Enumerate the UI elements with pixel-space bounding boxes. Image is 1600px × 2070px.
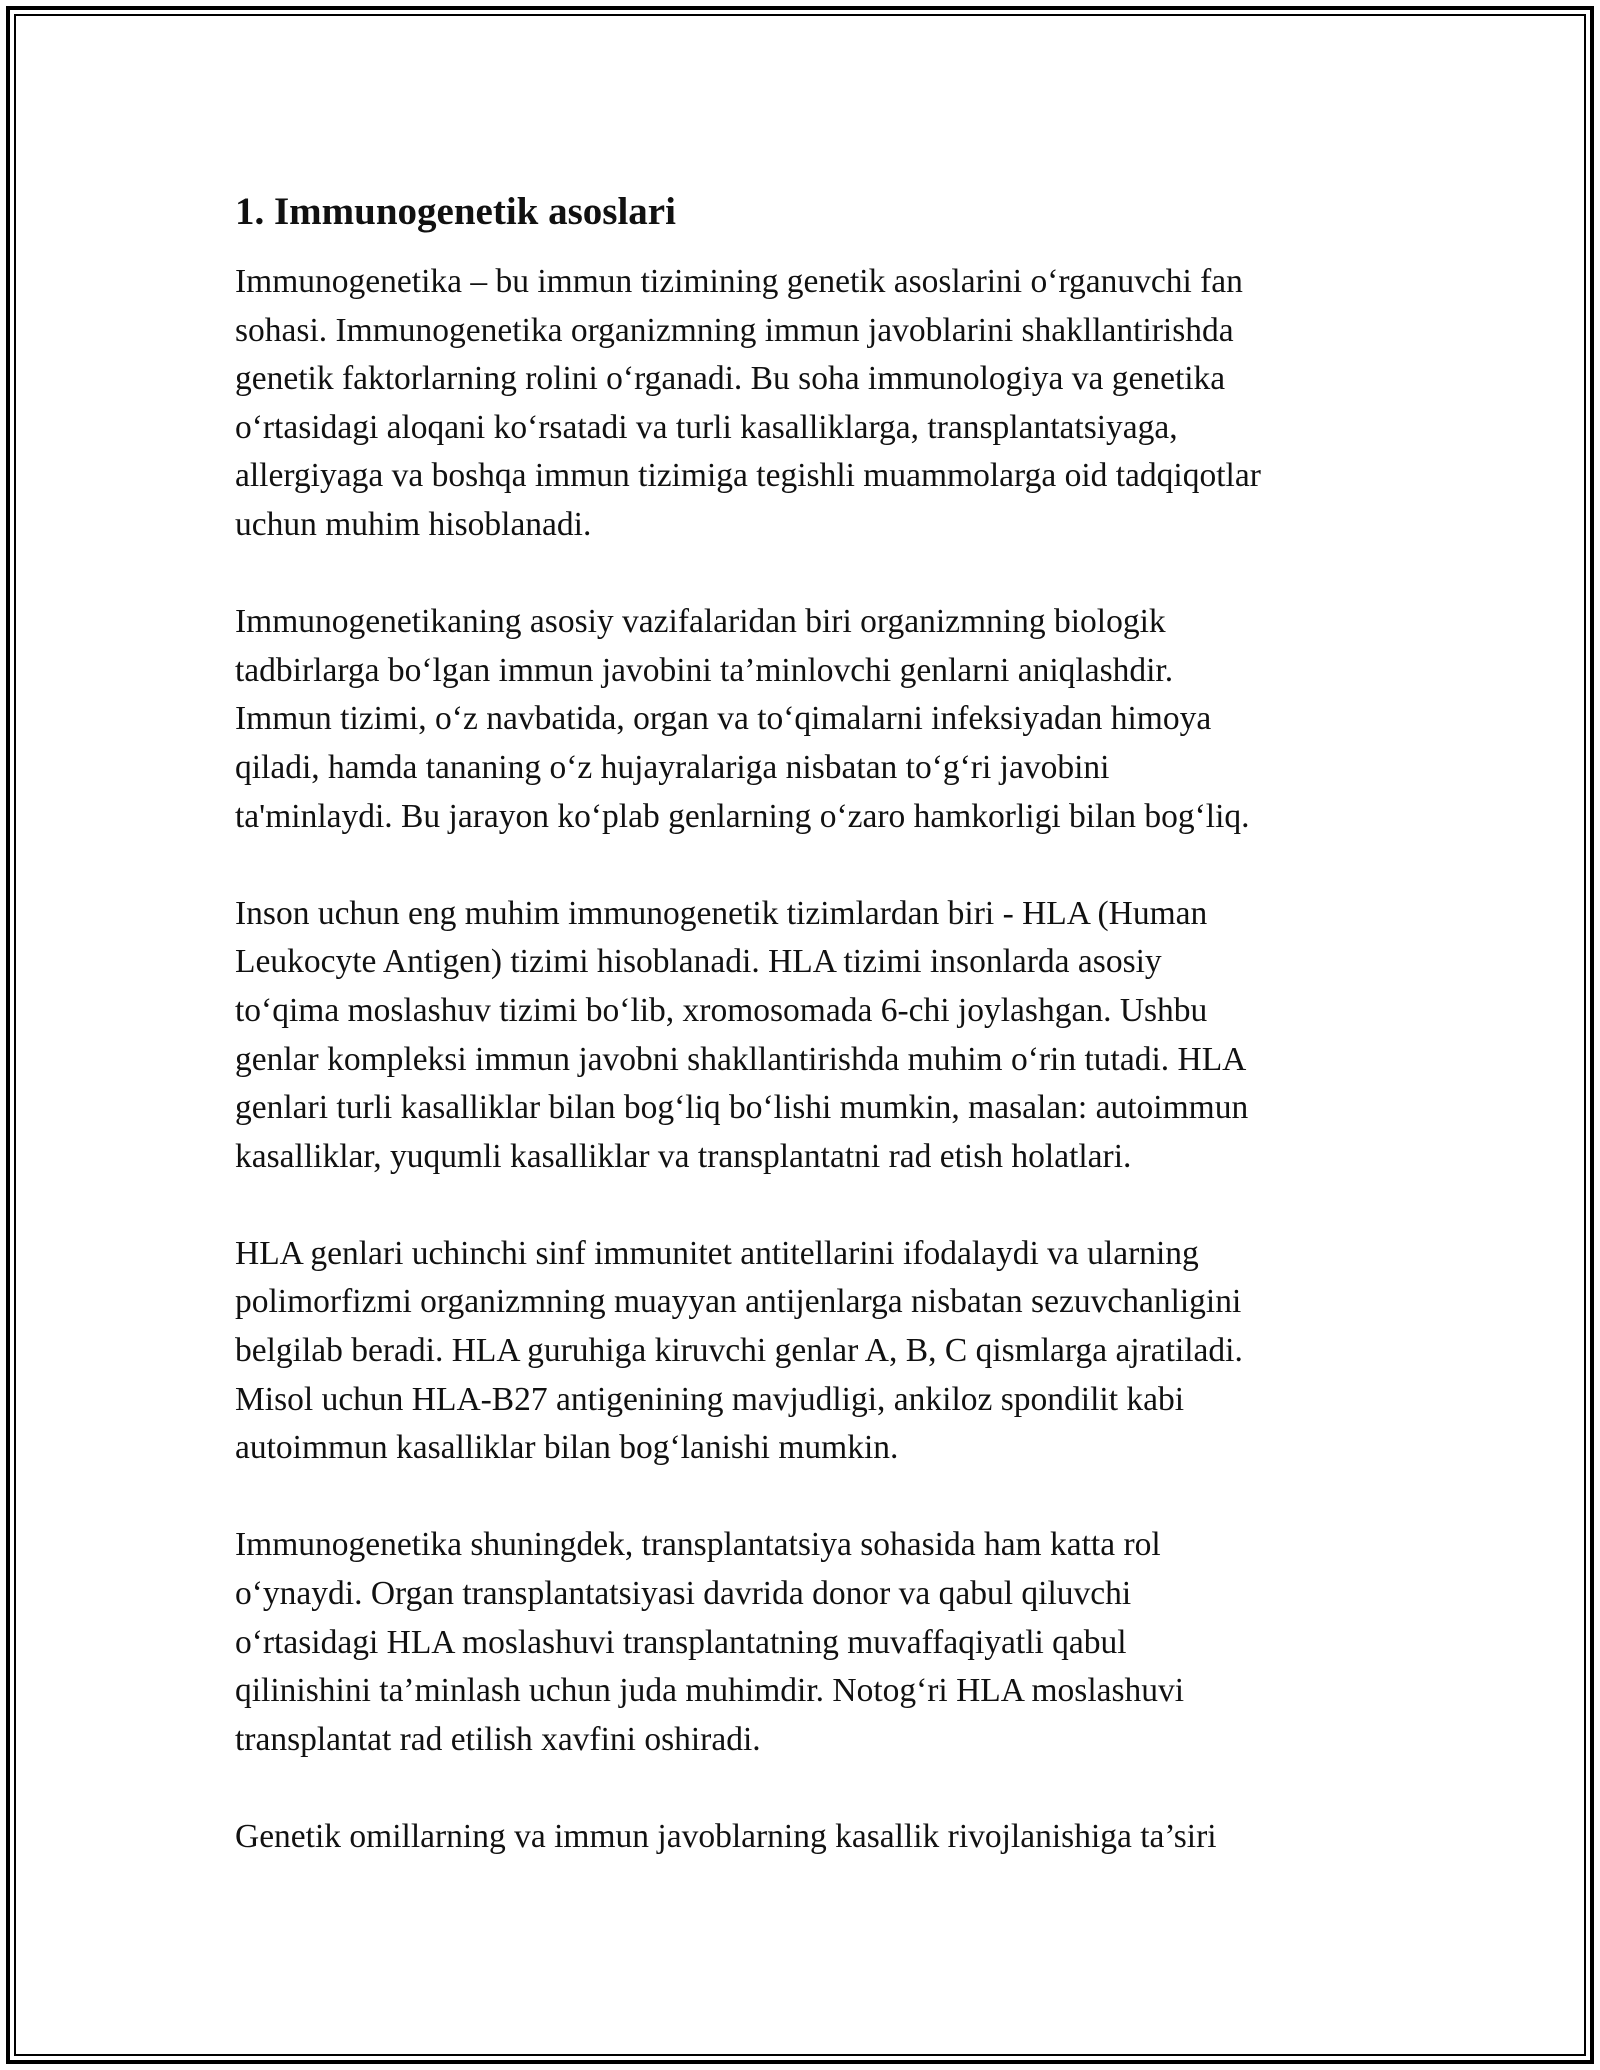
paragraph-line: genlar kompleksi immun javobni shakllantirishda muhim o‘rin tutadi. HLA [235,1040,1247,1078]
paragraph-5 [235,1521,1365,1764]
paragraph-line: Immunogenetika – bu immun tizimining genetik asoslarini o‘rganuvchi fan [235,263,1243,300]
paragraph-line: polimorfizmi organizmning muayyan antijenlarga nisbatan sezuvchanligini [235,1283,1242,1321]
paragraph-line: to‘qima moslashuv tizimi bo‘lib, xromosomada 6-chi joylashgan. Ushbu [235,991,1208,1029]
paragraph-line: allergiyaga va boshqa immun tizimiga tegishli muammolarga oid tadqiqotlar [235,457,1261,495]
paragraph-3 [235,890,1365,1182]
paragraph-line: ta'minlaydi. Bu jarayon ko‘plab genlarning o‘zaro hamkorligi bilan bog‘liq. [235,797,1250,835]
paragraph-line: autoimmun kasalliklar bilan bog‘lanishi mumkin. [235,1429,899,1467]
paragraph-line: genetik faktorlarning rolini o‘rganadi. Bu soha immunologiya va genetika [235,360,1226,398]
paragraph-line: Genetik omillarning va immun javoblarning kasallik rivojlanishiga ta’siri [235,1818,1217,1855]
paragraph-6 [235,1813,1365,1862]
paragraph-line: Immunogenetikaning asosiy vazifalaridan biri organizmning biologik [235,603,1166,641]
paragraph-2 [235,598,1365,841]
paragraph-line: sohasi. Immunogenetika organizmning immun javoblarini shakllantirishda [235,311,1234,349]
paragraph-4 [235,1230,1365,1473]
paragraph-line: transplantat rad etilish xavfini oshiradi. [235,1720,761,1758]
section-heading: 1. Immunogenetik asoslari [235,190,676,233]
paragraph-line: o‘rtasidagi HLA moslashuvi transplantatning muvaffaqiyatli qabul [235,1623,1127,1661]
paragraph-line: o‘rtasidagi aloqani ko‘rsatadi va turli kasalliklarga, transplantatsiyaga, [235,408,1178,446]
paragraph-line: qiladi, hamda tananing o‘z hujayralariga nisbatan to‘g‘ri javobini [235,748,1110,786]
paragraph-line: o‘ynaydi. Organ transplantatsiyasi davrida donor va qabul qiluvchi [235,1575,1132,1613]
paragraph-line: uchun muhim hisoblanadi. [235,505,592,543]
paragraph-line: tadbirlarga bo‘lgan immun javobini ta’minlovchi genlarni aniqlashdir. [235,651,1174,689]
paragraph-line: Inson uchun eng muhim immunogenetik tizimlardan biri - HLA (Human [235,894,1208,932]
paragraph-1 [235,258,1365,550]
paragraph-list [235,258,1365,1862]
paragraph-line: Immunogenetika shuningdek, transplantatsiya sohasida ham katta rol [235,1526,1161,1564]
paragraph-line: qilinishini ta’minlash uchun juda muhimdir. Notog‘ri HLA moslashuvi [235,1672,1185,1710]
paragraph-line: Leukocyte Antigen) tizimi hisoblanadi. HLA tizimi insonlarda asosiy [235,943,1162,981]
paragraph-line: Misol uchun HLA-B27 antigenining mavjudligi, ankiloz spondilit kabi [235,1380,1185,1418]
paragraph-line: kasalliklar, yuqumli kasalliklar va transplantatni rad etish holatlari. [235,1137,1132,1175]
paragraph-line: HLA genlari uchinchi sinf immunitet antitellarini ifodalaydi va ularning [235,1234,1199,1272]
paragraph-line: belgilab beradi. HLA guruhiga kiruvchi genlar A, B, C qismlarga ajratiladi. [235,1332,1243,1370]
paragraph-line: Immun tizimi, o‘z navbatida, organ va to‘qimalarni infeksiyadan himoya [235,700,1212,738]
paragraph-line: genlari turli kasalliklar bilan bog‘liq bo‘lishi mumkin, masalan: autoimmun [235,1089,1249,1127]
document-body [235,186,1365,1910]
